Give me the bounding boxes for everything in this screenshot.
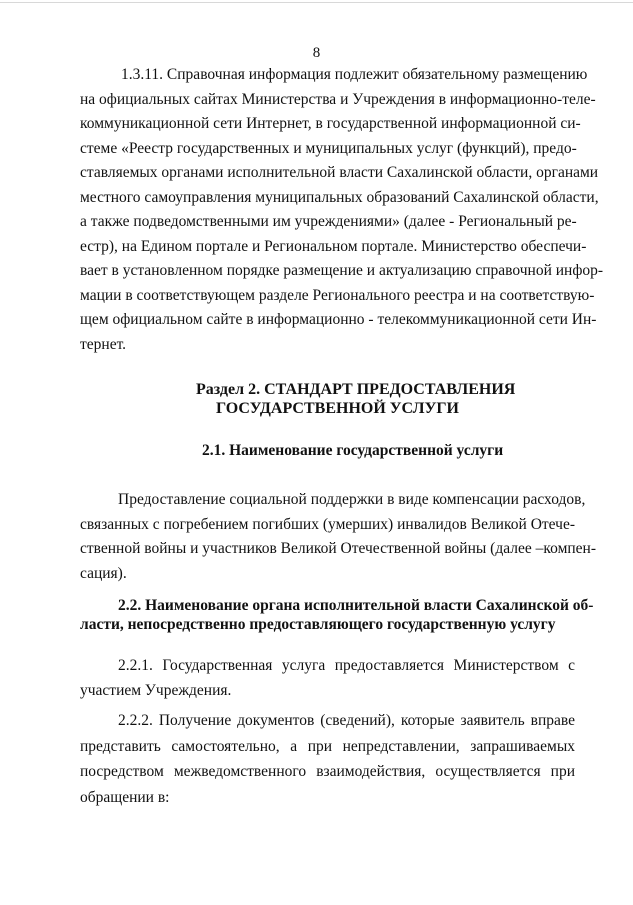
paragraph-line: ставляемых органами исполнительной власти Сахалинской области, органами — [80, 164, 599, 181]
subsection-2-2-heading — [80, 596, 594, 634]
paragraph-line: вает в установленном порядке размещение и актуализацию справочной инфор- — [80, 262, 604, 279]
paragraph-line: 2.2.2. Получение документов (сведений), которые заявитель вправе — [118, 712, 575, 729]
paragraph-line: 1.3.11. Справочная информация подлежит обязательному размещению — [121, 66, 588, 83]
subsection-heading-line: ласти, непосредственно предоставляющего государственную услугу — [80, 616, 556, 633]
paragraph-line: участием Учреждения. — [80, 681, 232, 699]
paragraph-line: мации в соответствующем разделе Регионального реестра и на соответствую- — [80, 286, 595, 304]
paragraph-line: на официальных сайтах Министерства и Учреждения в информационно-теле- — [80, 90, 596, 108]
paragraph-2-2-1 — [80, 654, 575, 703]
subsection-heading-line: 2.2. Наименование органа исполнительной власти Сахалинской об- — [118, 597, 594, 614]
paragraph-line: естр), на Едином портале и Региональном портале. Министерство обеспечи- — [80, 237, 587, 255]
paragraph-line: Предоставление социальной поддержки в виде компенсации расходов, — [118, 491, 586, 508]
section-heading-line: Раздел 2. СТАНДАРТ ПРЕДОСТАВЛЕНИЯ — [196, 381, 516, 398]
paragraph-line: стеме «Реестр государственных и муниципальных услуг (функций), предо- — [80, 139, 577, 157]
paragraph-line: ственной войны и участников Великой Отечественной войны (далее –компен- — [80, 540, 597, 557]
paragraph-line: тернет. — [80, 335, 127, 353]
paragraph-line: посредством межведомственного взаимодействия, осуществляется при — [80, 763, 575, 780]
paragraph-line: связанных с погребением погибших (умерших) инвалидов Великой Отече- — [80, 515, 575, 533]
scan-edge-line — [0, 2, 633, 3]
paragraph-line: представить самостоятельно, а при непредставлении, запрашиваемых — [80, 737, 575, 755]
page-number: 8 — [312, 45, 321, 61]
paragraph-line: сация). — [80, 564, 127, 582]
paragraph-2-2-2 — [80, 708, 575, 810]
paragraph-line: обращении в: — [80, 788, 170, 806]
paragraph-2-1 — [80, 488, 597, 586]
paragraph-line: 2.2.1. Государственная услуга предоставляется Министерством с — [118, 657, 575, 674]
subsection-heading-text: 2.1. Наименование государственной услуги — [202, 442, 504, 459]
paragraph-1-3-11 — [80, 63, 604, 357]
section-heading-line: ГОСУДАРСТВЕННОЙ УСЛУГИ — [216, 400, 459, 417]
paragraph-line: местного самоуправления муниципальных образований Сахалинской области, — [80, 188, 599, 206]
subsection-2-1-heading — [80, 441, 575, 460]
paragraph-line: щем официальном сайте в информационно - телекоммуникационной сети Ин- — [80, 311, 597, 328]
paragraph-line: коммуникационной сети Интернет, в государственной информационной си- — [80, 115, 581, 132]
paragraph-line: а также подведомственными им учреждениями» (далее - Региональный ре- — [80, 213, 577, 230]
section-2-heading — [80, 380, 575, 418]
